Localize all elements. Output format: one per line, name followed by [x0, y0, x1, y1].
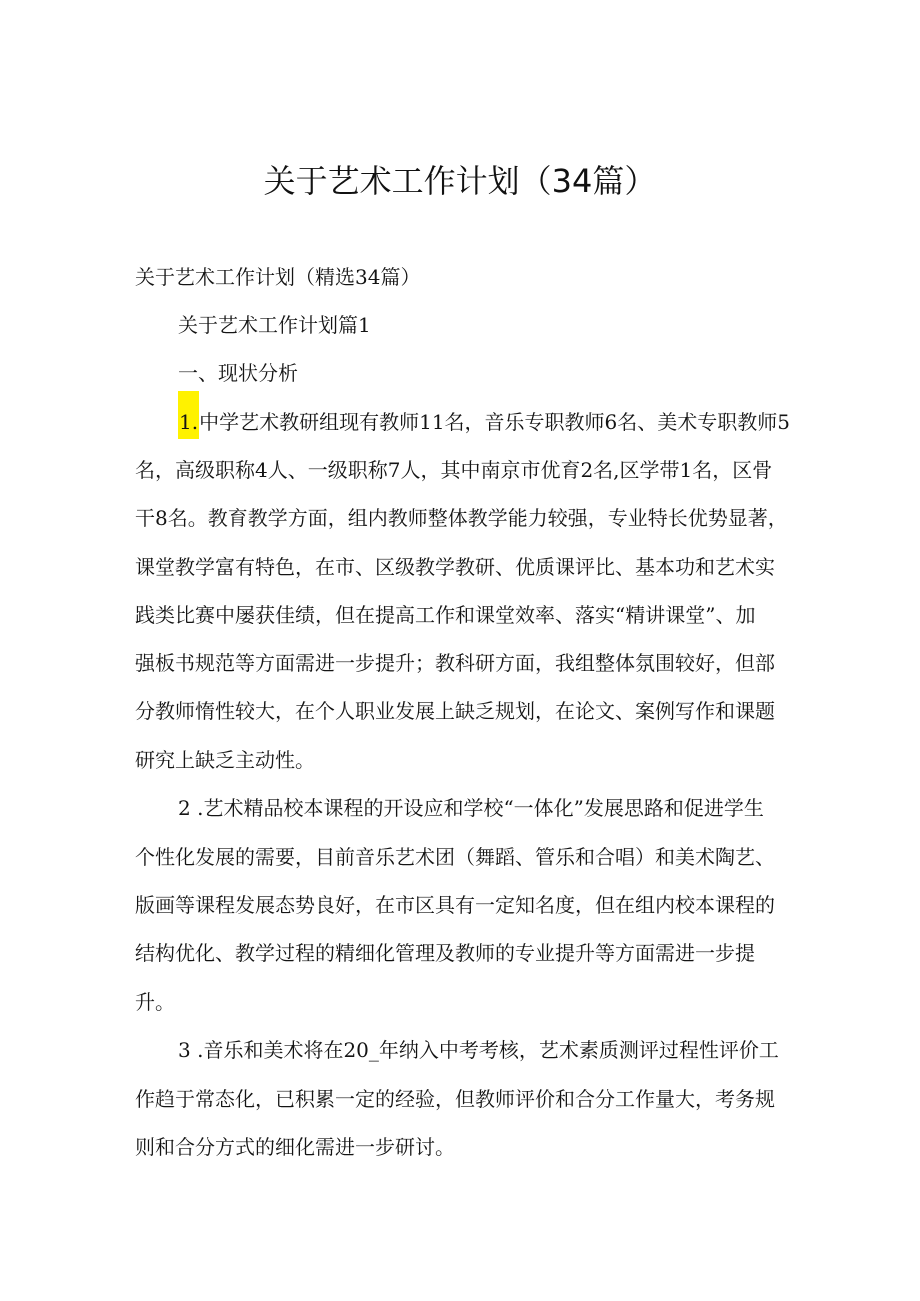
paragraph-line: 干8名。教育教学方面，组内教师整体教学能力较强，专业特长优势显著， [135, 506, 788, 530]
section-title: 关于艺术工作计划篇1 [178, 313, 371, 337]
paragraph-line: 结构优化、教学过程的精细化管理及教师的专业提升等方面需进一步提 [135, 941, 755, 965]
paragraph-line: 则和合分方式的细化需进一步研讨。 [135, 1135, 455, 1159]
paragraph-line: 践类比赛中屡获佳绩，但在提高工作和课堂效率、落实“精讲课堂”、加 [135, 603, 756, 627]
paragraph-line: 个性化发展的需要，目前音乐艺术团（舞蹈、管乐和合唱）和美术陶艺、 [135, 845, 775, 869]
paragraph-2-first-line [178, 796, 764, 820]
list-marker: 3 . [178, 1038, 204, 1062]
paragraph-line: 中学艺术教研组现有教师11名，音乐专职教师6名、美术专职教师5 [199, 410, 790, 434]
paragraph-3-first-line [178, 1038, 779, 1062]
paragraph-line: 升。 [135, 990, 175, 1014]
paragraph-line: 版画等课程发展态势良好，在市区具有一定知名度，但在组内校本课程的 [135, 893, 775, 917]
highlighted-list-marker: 1. [178, 391, 199, 439]
document-title: 关于艺术工作计划（34篇） [263, 162, 657, 200]
list-marker: 2 . [178, 796, 204, 820]
paragraph-line: 作趋于常态化，已积累一定的经验，但教师评价和合分工作量大，考务规 [135, 1087, 775, 1111]
paragraph-line: 分教师惰性较大，在个人职业发展上缺乏规划，在论文、案例写作和课题 [135, 699, 775, 723]
paragraph-line: 音乐和美术将在20_年纳入中考考核，艺术素质测评过程性评价工 [203, 1038, 779, 1062]
document-subtitle: 关于艺术工作计划（精选34篇） [135, 265, 421, 289]
paragraph-line: 研究上缺乏主动性。 [135, 748, 315, 772]
paragraph-1-first-line [178, 410, 790, 434]
paragraph-line: 艺术精品校本课程的开设应和学校“一体化”发展思路和促进学生 [203, 796, 764, 820]
section-heading: 一、现状分析 [178, 361, 298, 385]
paragraph-line: 强板书规范等方面需进一步提升；教科研方面，我组整体氛围较好，但部 [135, 651, 775, 675]
paragraph-line: 名，高级职称4人、一级职称7人，其中南京市优育2名,区学带1名，区骨 [135, 458, 773, 482]
paragraph-line: 课堂教学富有特色，在市、区级教学教研、优质课评比、基本功和艺术实 [135, 555, 775, 579]
